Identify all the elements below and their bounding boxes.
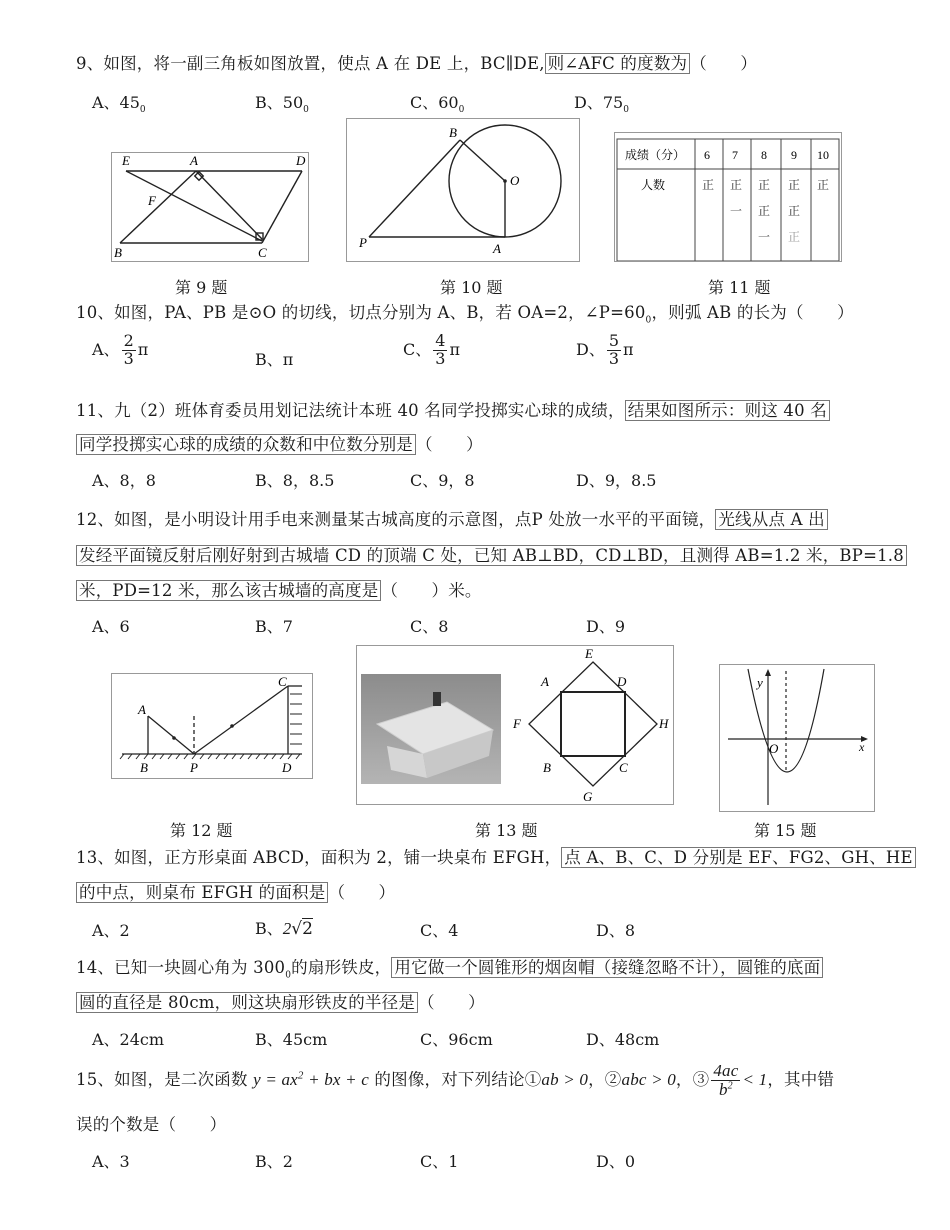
q15-line2: 误的个数是（ ） [76, 1115, 227, 1134]
q11-option-d: D、9，8.5 [576, 471, 657, 490]
q10-option-b: B、π [255, 350, 294, 369]
q10-stem: 10、如图，PA、PB 是⊙O 的切线，切点分别为 A、B，若 OA=2，$\angle P=60_0$，则弧 AB 的长为（ ） [76, 303, 854, 326]
fig13-label-f: F [513, 716, 521, 731]
fig11-tally-8: 正 [758, 204, 771, 218]
figure-15 [719, 664, 875, 812]
q9-paren: （ ） [690, 54, 758, 73]
q11-line1: 11、九（2）班体育委员用划记法统计本班 40 名同学投掷实心球的成绩， 结果如图所示：则这 40 名 [76, 397, 830, 421]
q11-option-b: B、8，8.5 [255, 471, 335, 490]
fig13-label-g: G [583, 789, 593, 804]
q13-line2: 的中点，则桌布 EFGH 的面积是 （ ） [76, 879, 395, 903]
q14-line1: 14、已知一块圆心角为 $300_0$的扇形铁皮， 用它做一个圆锥形的烟囱帽（接缝忽略不计），圆锥的底面 [76, 954, 823, 980]
q14-option-c: C、96cm [420, 1030, 493, 1049]
fig15-label-y: y [757, 675, 763, 690]
fig13-label-a: A [541, 674, 549, 689]
figure-11 [614, 132, 842, 262]
q12-line2: 发经平面镜反射后刚好射到古城墙 CD 的顶端 C 处，已知 AB⊥BD，CD⊥BD，且测得 AB=1.2 米，BP=1.8 [76, 542, 907, 566]
q12-line1: 12、如图，是小明设计用手电来测量某古城高度的示意图，点P 处放一水平的平面镜， 光线从点 A 出 [76, 506, 828, 530]
q14-option-b: B、45cm [255, 1030, 328, 1049]
fig13-label-h: H [659, 716, 669, 731]
q9-option-d: D、$75_0$ [574, 93, 629, 116]
sqrt-symbol: √ [291, 919, 303, 939]
figure-10 [346, 118, 580, 262]
figure-13 [356, 645, 674, 805]
fig11-header-6: 6 [704, 148, 710, 162]
q12-option-a: A、6 [92, 617, 130, 636]
caption-15: 第 15 题 [754, 821, 817, 840]
q11-option-a: A、8，8 [92, 471, 156, 490]
fig12-label-d: D [282, 760, 292, 775]
q11-line2: 同学投掷实心球的成绩的众数和中位数分别是 （ ） [76, 431, 483, 455]
fig12-label-c: C [278, 674, 287, 689]
fig11-row-label: 人数 [641, 178, 666, 192]
q14-line2: 圆的直径是 80cm，则这块扇形铁皮的半径是 （ ） [76, 989, 485, 1013]
fig13-label-c: C [619, 760, 628, 775]
q13-option-c: C、4 [420, 921, 459, 940]
fig11-header-7: 7 [732, 148, 738, 162]
q9-text-boxed: 则∠AFC 的度数为 [545, 53, 691, 74]
fig9-label-c: C [258, 245, 267, 260]
q9-option-a: A、$45_0$ [92, 93, 146, 116]
figure-9 [111, 152, 309, 262]
fig13-label-e: E [585, 646, 593, 661]
q13-option-b: B、2√2 [255, 919, 313, 939]
fig9-label-a: A [190, 153, 198, 168]
q9-option-b: B、$50_0$ [255, 93, 309, 116]
fig10-label-a: A [493, 241, 501, 256]
degree-mark: 0 [623, 105, 629, 116]
degree-mark: 0 [285, 970, 292, 981]
q15-line1: 15、如图，是二次函数 $y = ax^2$ + bx + c 的图像，对下列结论①ab > 0，②abc > 0，③ $\frac{4ac}{b^2}$ < 1，其中错 [76, 1061, 835, 1099]
fig13-label-b: B [543, 760, 551, 775]
fig11-tally-6: 正 [702, 178, 715, 192]
q12-option-c: C、8 [410, 617, 449, 636]
degree-mark: 0 [645, 315, 652, 326]
q15-option-a: A、3 [92, 1152, 130, 1171]
q12-option-d: D、9 [586, 617, 626, 636]
q10-option-a: A、 $\frac{2}{3}$ π [92, 331, 149, 368]
degree-mark: 0 [458, 105, 465, 116]
fig11-header-score: 成绩（分） [625, 148, 686, 162]
fig11-tally-9: 正 [788, 178, 801, 192]
fig15-label-x: x [859, 740, 865, 754]
fig9-label-e: E [122, 153, 130, 168]
fig13-label-d: D [617, 674, 627, 689]
fig10-label-p: P [359, 235, 367, 250]
q14-option-a: A、24cm [92, 1030, 165, 1049]
fig12-label-p: P [190, 760, 198, 775]
q12-option-b: B、7 [255, 617, 293, 636]
figure-12 [111, 673, 313, 779]
q15-option-b: B、2 [255, 1152, 293, 1171]
fig11-header-10: 10 [817, 148, 829, 162]
q11-option-c: C、9，8 [410, 471, 475, 490]
fig11-tally-8: 正 [758, 178, 771, 192]
fig10-label-o: O [510, 173, 520, 188]
fig15-label-o: O [769, 741, 779, 756]
fig10-label-b: B [449, 125, 457, 140]
q10-option-d: D、 $\frac{5}{3}$ π [576, 331, 634, 368]
fig11-tally-9: 正 [788, 230, 801, 244]
degree-mark: 0 [303, 105, 309, 116]
fig9-label-f: F [148, 193, 156, 208]
q13-option-a: A、2 [92, 921, 130, 940]
degree-mark: 0 [139, 105, 146, 116]
q15-option-c: C、1 [420, 1152, 459, 1171]
fig9-label-b: B [114, 245, 122, 260]
q9-stem [76, 50, 757, 74]
q15-option-d: D、0 [596, 1152, 636, 1171]
fig11-header-9: 9 [791, 148, 797, 162]
q9-text: 9、如图，将一副三角板如图放置，使点 A 在 DE 上，BC∥DE, [76, 54, 545, 73]
caption-9: 第 9 题 [175, 278, 228, 297]
fig12-label-b: B [140, 760, 148, 775]
q13-line1: 13、如图，正方形桌面 ABCD，面积为 2，铺一块桌布 EFGH， 点 A、B、C、D 分别是 EF、FG2、GH、HE [76, 844, 916, 868]
caption-12: 第 12 题 [170, 821, 233, 840]
q10-option-c: C、 $\frac{4}{3}$ π [403, 331, 460, 368]
q13-option-d: D、8 [596, 921, 636, 940]
q12-line3: 米，PD=12 米，那么该古城墙的高度是 （ ）米。 [76, 577, 482, 601]
fig9-label-d: D [296, 153, 306, 168]
fig11-tally-10: 正 [817, 178, 830, 192]
caption-11: 第 11 题 [708, 278, 771, 297]
fig11-tally-7: 正 [730, 178, 743, 192]
fig11-header-8: 8 [761, 148, 767, 162]
caption-10: 第 10 题 [440, 278, 503, 297]
fig12-label-a: A [138, 702, 146, 717]
caption-13: 第 13 题 [475, 821, 538, 840]
q14-option-d: D、48cm [586, 1030, 660, 1049]
fig11-tally-9: 正 [788, 204, 801, 218]
fig11-tally-7: 一 [730, 204, 743, 218]
fig11-tally-8: 一 [758, 230, 771, 244]
q9-option-c: C、$60_0$ [410, 93, 465, 116]
